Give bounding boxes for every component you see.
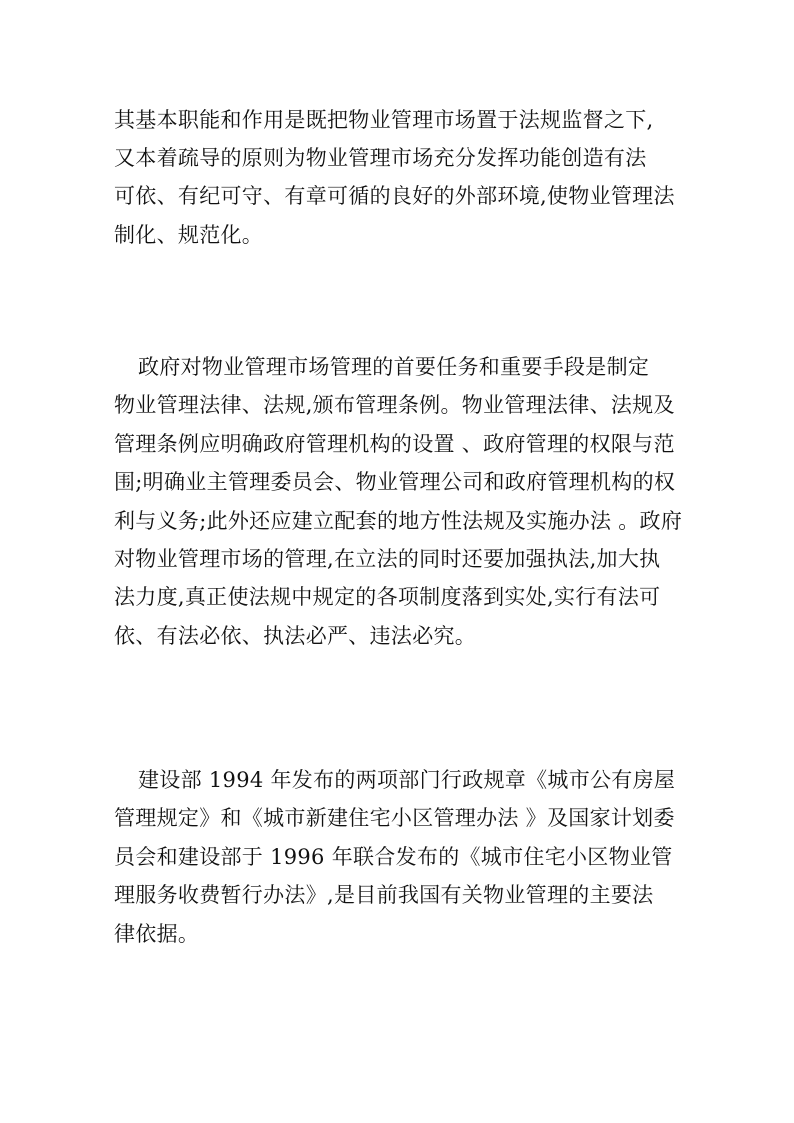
paragraph-1-line-3: 可依、有纪可守、有章可循的良好的外部环境,使物业管理法 — [114, 184, 675, 208]
paragraph-1-line-4: 制化、规范化。 — [114, 223, 264, 247]
paragraph-2-line-7: 法力度,真正使法规中规定的各项制度落到实处,实行有法可 — [114, 585, 661, 609]
paragraph-3-line-4: 理服务收费暂行办法》,是目前我国有关物业管理的主要法 — [114, 883, 654, 907]
paragraph-3-line-1: 建设部 1994 年发布的两项部门行政规章《城市公有房屋 — [138, 768, 676, 792]
paragraph-2-line-2: 物业管理法律、法规,颁布管理条例。物业管理法律、法规及 — [114, 393, 675, 417]
paragraph-3-line-3: 员会和建设部于 1996 年联合发布的《城市住宅小区物业管 — [114, 845, 673, 869]
paragraph-2-line-8: 依、有法必依、执法必严、违法必究。 — [114, 624, 477, 648]
paragraph-3-line-2: 管理规定》和《城市新建住宅小区管理办法 》及国家计划委 — [114, 806, 675, 830]
paragraph-2-line-3: 管理条例应明确政府管理机构的设置 、政府管理的权限与范 — [114, 432, 675, 456]
paragraph-2-line-5: 利与义务;此外还应建立配套的地方性法规及实施办法 。政府 — [114, 509, 683, 533]
paragraph-1-line-1: 其基本职能和作用是既把物业管理市场置于法规监督之下, — [114, 108, 654, 132]
paragraph-3-line-5: 律依据。 — [114, 922, 200, 946]
paragraph-1-line-2: 又本着疏导的原则为物业管理市场充分发挥功能创造有法 — [114, 146, 647, 170]
paragraph-2-line-6: 对物业管理市场的管理,在立法的同时还要加强执法,加大执 — [114, 547, 661, 571]
paragraph-2-line-1: 政府对物业管理市场管理的首要任务和重要手段是制定 — [138, 355, 650, 379]
paragraph-2-line-4: 围;明确业主管理委员会、物业管理公司和政府管理机构的权 — [114, 470, 676, 494]
